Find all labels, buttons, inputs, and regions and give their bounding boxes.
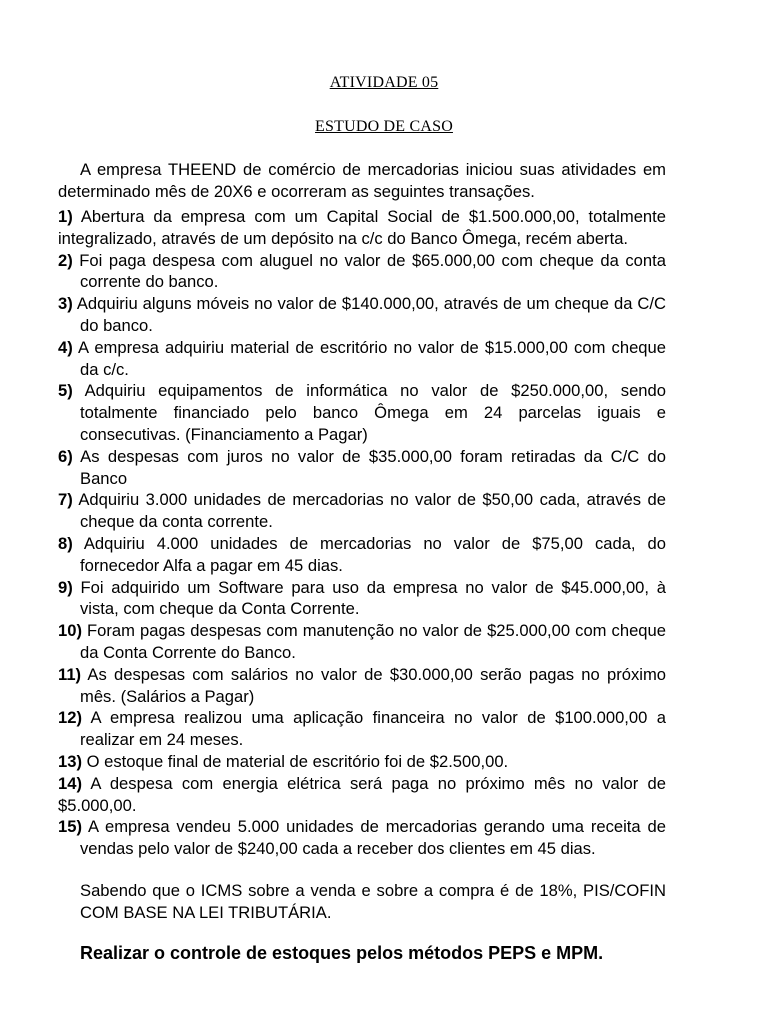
list-item <box>58 293 666 337</box>
intro-paragraph: A empresa THEEND de comércio de mercadorias iniciou suas atividades em determinado mês de 20X6 e ocorreram as seguintes transações. <box>58 160 666 201</box>
item-number: 13) <box>58 751 82 771</box>
item-number: 11) <box>58 664 82 684</box>
list-item <box>58 250 666 294</box>
item-text: A empresa realizou uma aplicação financeira no valor de $100.000,00 a realizar em 24 meses. <box>80 708 666 750</box>
list-item <box>58 206 666 250</box>
closing-paragraph: Sabendo que o ICMS sobre a venda e sobre a compra é de 18%, PIS/COFIN COM BASE NA LEI TRIBUTÁRIA. <box>80 881 666 922</box>
item-number: 8) <box>58 533 73 553</box>
item-text: Foi paga despesa com aluguel no valor de $65.000,00 com cheque da conta corrente do banco. <box>79 250 666 292</box>
item-text: Abertura da empresa com um Capital Social de $1.500.000,00, totalmente integralizado, através de um depósito na c/c do Banco Ômega, recém aberta. <box>58 207 666 248</box>
item-text: Foi adquirido um Software para uso da empresa no valor de $45.000,00, à vista, com cheque da Conta Corrente. <box>80 577 666 619</box>
item-text: A despesa com energia elétrica será paga no próximo mês no valor de $5.000,00. <box>58 773 666 815</box>
item-text: Foram pagas despesas com manutenção no valor de $25.000,00 com cheque da Conta Corrente do Banco. <box>80 621 666 662</box>
item-number: 3) <box>58 294 73 314</box>
list-item <box>58 337 666 381</box>
item-text: Adquiriu 3.000 unidades de mercadorias no valor de $50,00 cada, através de cheque da conta corrente. <box>78 490 666 532</box>
item-number: 10) <box>58 621 82 641</box>
list-item <box>58 751 666 773</box>
item-text: Adquiriu alguns móveis no valor de $140.000,00, através de um cheque da C/C do banco. <box>76 294 666 335</box>
task-statement: Realizar o controle de estoques pelos métodos PEPS e MPM. <box>80 943 604 963</box>
list-item <box>58 816 666 860</box>
list-item <box>58 533 666 577</box>
item-number: 6) <box>58 446 73 466</box>
list-item <box>58 380 666 445</box>
item-text: As despesas com juros no valor de $35.000,00 foram retiradas da C/C do Banco <box>80 446 667 488</box>
item-number: 1) <box>58 207 73 226</box>
item-number: 5) <box>58 381 73 401</box>
list-item <box>58 707 666 751</box>
transaction-list <box>58 206 666 860</box>
list-item <box>58 577 666 621</box>
item-text: A empresa vendeu 5.000 unidades de mercadorias gerando uma receita de vendas pelo valor de $240,00 cada a receber dos clientes em 45 dias. <box>80 817 666 859</box>
list-item <box>58 446 666 490</box>
item-number: 2) <box>58 250 73 270</box>
item-number: 14) <box>58 773 82 793</box>
list-item <box>58 620 666 664</box>
page-title: ATIVIDADE 05 <box>329 74 439 91</box>
list-item <box>58 773 666 817</box>
item-text: O estoque final de material de escritório foi de $2.500,00. <box>86 751 509 771</box>
item-number: 7) <box>58 490 73 510</box>
item-number: 9) <box>58 577 73 597</box>
item-number: 15) <box>58 817 82 837</box>
item-number: 4) <box>58 337 73 357</box>
item-text: Adquiriu equipamentos de informática no valor de $250.000,00, sendo totalmente financiado pelo banco Ômega em 24 parcelas iguais e consecutivas. (Financiamento a Pagar) <box>80 381 666 444</box>
item-text: A empresa adquiriu material de escritório no valor de $15.000,00 com cheque da c/c. <box>78 337 666 379</box>
list-item <box>58 489 666 533</box>
item-text: As despesas com salários no valor de $30.000,00 serão pagas no próximo mês. (Salários a Pagar) <box>80 664 667 706</box>
item-text: Adquiriu 4.000 unidades de mercadorias no valor de $75,00 cada, do fornecedor Alfa a pagar em 45 dias. <box>80 533 666 575</box>
list-item <box>58 664 666 708</box>
item-number: 12) <box>58 708 82 728</box>
page-subtitle: ESTUDO DE CASO <box>315 118 453 135</box>
